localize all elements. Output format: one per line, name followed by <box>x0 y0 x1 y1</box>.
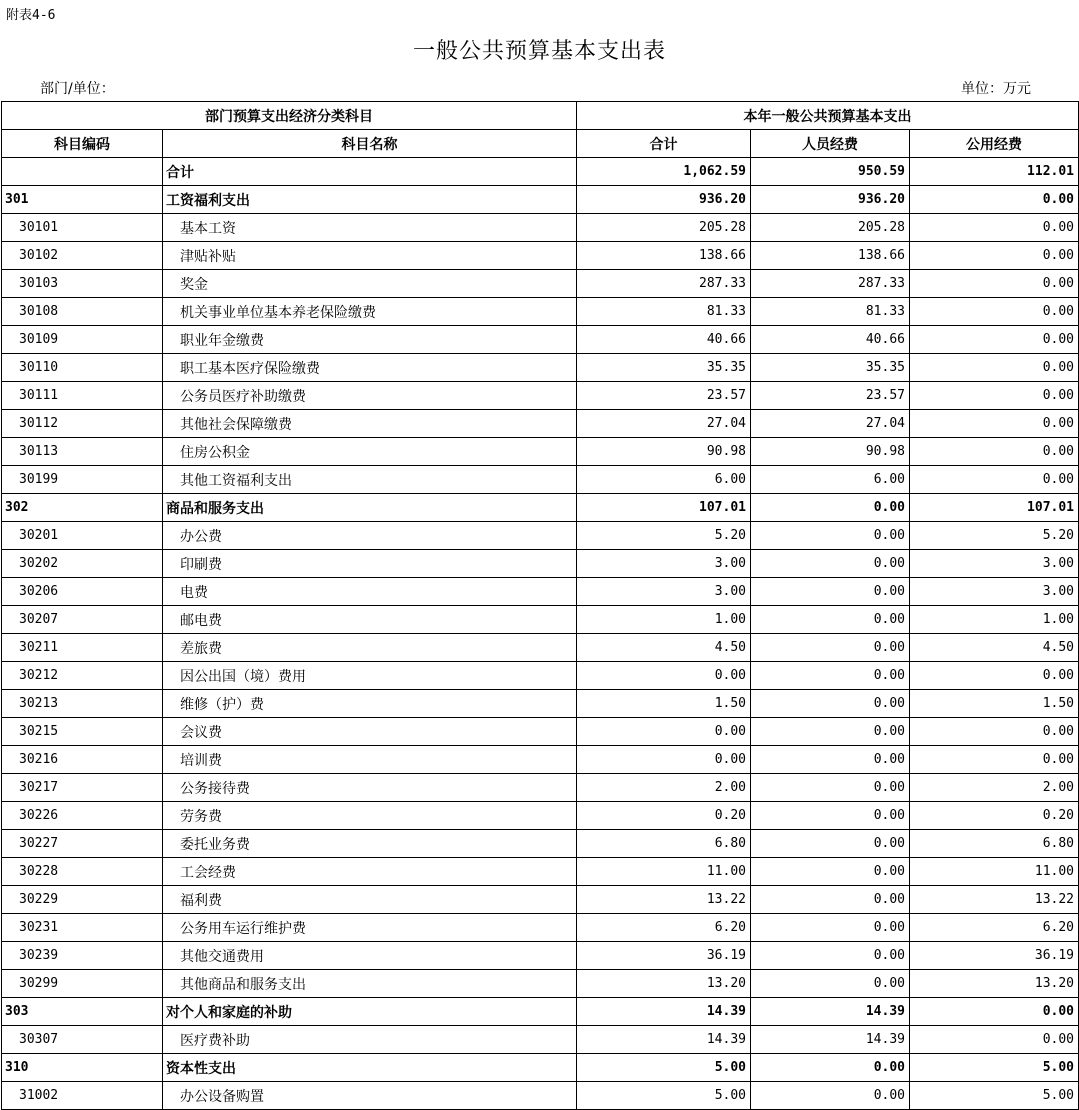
cell-code: 30109 <box>2 326 163 354</box>
table-row <box>2 886 1079 914</box>
cell-personnel: 0.00 <box>751 522 910 550</box>
table-row <box>2 970 1079 998</box>
cell-name: 其他交通费用 <box>163 942 577 970</box>
cell-public: 2.00 <box>910 774 1079 802</box>
cell-personnel: 0.00 <box>751 718 910 746</box>
cell-public: 112.01 <box>910 158 1079 186</box>
cell-name: 公务接待费 <box>163 774 577 802</box>
cell-public: 6.80 <box>910 830 1079 858</box>
cell-name: 福利费 <box>163 886 577 914</box>
cell-personnel: 0.00 <box>751 942 910 970</box>
cell-code: 30110 <box>2 354 163 382</box>
cell-total: 36.19 <box>577 942 751 970</box>
table-row <box>2 242 1079 270</box>
table-row <box>2 1054 1079 1082</box>
cell-public: 0.00 <box>910 186 1079 214</box>
cell-personnel: 0.00 <box>751 774 910 802</box>
table-row <box>2 606 1079 634</box>
cell-personnel: 35.35 <box>751 354 910 382</box>
table-row <box>2 830 1079 858</box>
header-column-row <box>2 130 1079 158</box>
cell-name: 邮电费 <box>163 606 577 634</box>
budget-table <box>1 101 1079 1110</box>
cell-code: 30226 <box>2 802 163 830</box>
cell-name: 工资福利支出 <box>163 186 577 214</box>
cell-personnel: 14.39 <box>751 998 910 1026</box>
table-row <box>2 1026 1079 1054</box>
cell-code: 30217 <box>2 774 163 802</box>
cell-personnel: 0.00 <box>751 886 910 914</box>
cell-total: 138.66 <box>577 242 751 270</box>
cell-personnel: 40.66 <box>751 326 910 354</box>
cell-personnel: 138.66 <box>751 242 910 270</box>
header-public: 公用经费 <box>910 130 1079 158</box>
cell-personnel: 0.00 <box>751 1082 910 1110</box>
cell-total: 0.00 <box>577 746 751 774</box>
cell-personnel: 90.98 <box>751 438 910 466</box>
cell-name: 办公费 <box>163 522 577 550</box>
cell-public: 0.00 <box>910 998 1079 1026</box>
cell-personnel: 0.00 <box>751 634 910 662</box>
cell-code: 310 <box>2 1054 163 1082</box>
cell-personnel: 0.00 <box>751 578 910 606</box>
cell-name: 工会经费 <box>163 858 577 886</box>
cell-total: 4.50 <box>577 634 751 662</box>
table-row <box>2 578 1079 606</box>
cell-public: 13.20 <box>910 970 1079 998</box>
cell-total: 1.00 <box>577 606 751 634</box>
cell-total: 5.20 <box>577 522 751 550</box>
cell-public: 6.20 <box>910 914 1079 942</box>
cell-code: 30199 <box>2 466 163 494</box>
cell-public: 36.19 <box>910 942 1079 970</box>
cell-personnel: 23.57 <box>751 382 910 410</box>
cell-total: 936.20 <box>577 186 751 214</box>
table-row <box>2 494 1079 522</box>
unit-label: 单位：万元 <box>961 81 1031 97</box>
cell-personnel: 287.33 <box>751 270 910 298</box>
cell-public: 0.00 <box>910 382 1079 410</box>
cell-code: 31002 <box>2 1082 163 1110</box>
cell-personnel: 0.00 <box>751 746 910 774</box>
cell-personnel: 0.00 <box>751 970 910 998</box>
cell-code: 30228 <box>2 858 163 886</box>
cell-name: 其他商品和服务支出 <box>163 970 577 998</box>
cell-personnel: 0.00 <box>751 606 910 634</box>
cell-public: 0.00 <box>910 746 1079 774</box>
cell-code: 30111 <box>2 382 163 410</box>
table-row <box>2 774 1079 802</box>
cell-personnel: 0.00 <box>751 690 910 718</box>
cell-name: 维修（护）费 <box>163 690 577 718</box>
cell-personnel: 0.00 <box>751 802 910 830</box>
cell-personnel: 0.00 <box>751 858 910 886</box>
cell-public: 4.50 <box>910 634 1079 662</box>
cell-personnel: 0.00 <box>751 662 910 690</box>
cell-total: 14.39 <box>577 998 751 1026</box>
cell-name: 商品和服务支出 <box>163 494 577 522</box>
cell-name: 基本工资 <box>163 214 577 242</box>
table-row <box>2 942 1079 970</box>
cell-public: 3.00 <box>910 550 1079 578</box>
cell-name: 劳务费 <box>163 802 577 830</box>
cell-code: 30307 <box>2 1026 163 1054</box>
cell-name: 其他工资福利支出 <box>163 466 577 494</box>
cell-name: 委托业务费 <box>163 830 577 858</box>
cell-total: 6.00 <box>577 466 751 494</box>
cell-code: 30206 <box>2 578 163 606</box>
cell-total: 23.57 <box>577 382 751 410</box>
cell-name: 医疗费补助 <box>163 1026 577 1054</box>
cell-total: 3.00 <box>577 550 751 578</box>
cell-name: 公务用车运行维护费 <box>163 914 577 942</box>
cell-code: 302 <box>2 494 163 522</box>
cell-code: 30216 <box>2 746 163 774</box>
cell-name: 合计 <box>163 158 577 186</box>
cell-public: 107.01 <box>910 494 1079 522</box>
cell-public: 0.00 <box>910 466 1079 494</box>
header-economic-classification: 部门预算支出经济分类科目 <box>2 102 577 130</box>
cell-personnel: 0.00 <box>751 830 910 858</box>
cell-total: 81.33 <box>577 298 751 326</box>
cell-public: 0.00 <box>910 410 1079 438</box>
table-row <box>2 410 1079 438</box>
cell-code: 30113 <box>2 438 163 466</box>
cell-public: 0.00 <box>910 214 1079 242</box>
table-row <box>2 634 1079 662</box>
cell-code: 30108 <box>2 298 163 326</box>
table-row <box>2 298 1079 326</box>
table-row <box>2 746 1079 774</box>
cell-public: 0.00 <box>910 270 1079 298</box>
cell-code: 30213 <box>2 690 163 718</box>
cell-code: 30229 <box>2 886 163 914</box>
form-number: 附表4-6 <box>6 8 56 23</box>
cell-personnel: 0.00 <box>751 550 910 578</box>
cell-total: 1.50 <box>577 690 751 718</box>
header-personnel: 人员经费 <box>751 130 910 158</box>
cell-code: 30103 <box>2 270 163 298</box>
cell-total: 2.00 <box>577 774 751 802</box>
cell-code: 30299 <box>2 970 163 998</box>
table-row <box>2 1082 1079 1110</box>
table-row <box>2 718 1079 746</box>
cell-total: 6.80 <box>577 830 751 858</box>
cell-code: 30211 <box>2 634 163 662</box>
cell-total: 27.04 <box>577 410 751 438</box>
cell-total: 3.00 <box>577 578 751 606</box>
cell-public: 1.00 <box>910 606 1079 634</box>
table-row <box>2 270 1079 298</box>
cell-public: 11.00 <box>910 858 1079 886</box>
cell-public: 0.00 <box>910 718 1079 746</box>
cell-public: 0.20 <box>910 802 1079 830</box>
cell-total: 6.20 <box>577 914 751 942</box>
cell-name: 其他社会保障缴费 <box>163 410 577 438</box>
cell-total: 0.20 <box>577 802 751 830</box>
cell-total: 13.22 <box>577 886 751 914</box>
cell-total: 0.00 <box>577 718 751 746</box>
cell-total: 13.20 <box>577 970 751 998</box>
cell-code: 30102 <box>2 242 163 270</box>
cell-total: 205.28 <box>577 214 751 242</box>
header-name: 科目名称 <box>163 130 577 158</box>
table-row <box>2 382 1079 410</box>
cell-total: 107.01 <box>577 494 751 522</box>
table-row <box>2 550 1079 578</box>
cell-name: 印刷费 <box>163 550 577 578</box>
cell-public: 5.00 <box>910 1082 1079 1110</box>
cell-code: 30112 <box>2 410 163 438</box>
cell-name: 对个人和家庭的补助 <box>163 998 577 1026</box>
cell-total: 0.00 <box>577 662 751 690</box>
cell-name: 奖金 <box>163 270 577 298</box>
table-row <box>2 802 1079 830</box>
cell-code: 30207 <box>2 606 163 634</box>
cell-code: 30239 <box>2 942 163 970</box>
cell-personnel: 950.59 <box>751 158 910 186</box>
cell-code: 30215 <box>2 718 163 746</box>
cell-personnel: 14.39 <box>751 1026 910 1054</box>
cell-total: 35.35 <box>577 354 751 382</box>
cell-name: 公务员医疗补助缴费 <box>163 382 577 410</box>
cell-public: 3.00 <box>910 578 1079 606</box>
cell-code: 30231 <box>2 914 163 942</box>
cell-personnel: 205.28 <box>751 214 910 242</box>
cell-code: 30201 <box>2 522 163 550</box>
table-row <box>2 158 1079 186</box>
header-total: 合计 <box>577 130 751 158</box>
table-row <box>2 998 1079 1026</box>
cell-personnel: 936.20 <box>751 186 910 214</box>
cell-personnel: 6.00 <box>751 466 910 494</box>
cell-code: 30101 <box>2 214 163 242</box>
cell-total: 14.39 <box>577 1026 751 1054</box>
table-row <box>2 858 1079 886</box>
cell-code: 30212 <box>2 662 163 690</box>
cell-name: 培训费 <box>163 746 577 774</box>
page-title: 一般公共预算基本支出表 <box>412 39 666 64</box>
table-row <box>2 662 1079 690</box>
cell-code: 301 <box>2 186 163 214</box>
cell-public: 0.00 <box>910 438 1079 466</box>
cell-public: 0.00 <box>910 662 1079 690</box>
table-row <box>2 354 1079 382</box>
cell-total: 1,062.59 <box>577 158 751 186</box>
table-row <box>2 466 1079 494</box>
cell-public: 5.00 <box>910 1054 1079 1082</box>
cell-public: 13.22 <box>910 886 1079 914</box>
cell-name: 职工基本医疗保险缴费 <box>163 354 577 382</box>
cell-total: 5.00 <box>577 1082 751 1110</box>
cell-name: 住房公积金 <box>163 438 577 466</box>
table-row <box>2 186 1079 214</box>
department-label: 部门/单位： <box>40 81 115 97</box>
cell-personnel: 81.33 <box>751 298 910 326</box>
cell-public: 0.00 <box>910 1026 1079 1054</box>
cell-public: 0.00 <box>910 298 1079 326</box>
cell-code: 30227 <box>2 830 163 858</box>
cell-total: 90.98 <box>577 438 751 466</box>
cell-personnel: 27.04 <box>751 410 910 438</box>
header-basic-expenditure: 本年一般公共预算基本支出 <box>577 102 1079 130</box>
table-row <box>2 214 1079 242</box>
cell-personnel: 0.00 <box>751 1054 910 1082</box>
cell-public: 0.00 <box>910 354 1079 382</box>
cell-public: 1.50 <box>910 690 1079 718</box>
cell-name: 会议费 <box>163 718 577 746</box>
table-row <box>2 438 1079 466</box>
cell-name: 因公出国（境）费用 <box>163 662 577 690</box>
cell-public: 0.00 <box>910 326 1079 354</box>
table-row <box>2 690 1079 718</box>
cell-code: 30202 <box>2 550 163 578</box>
cell-name: 机关事业单位基本养老保险缴费 <box>163 298 577 326</box>
cell-code <box>2 158 163 186</box>
cell-total: 287.33 <box>577 270 751 298</box>
cell-public: 0.00 <box>910 242 1079 270</box>
cell-name: 职业年金缴费 <box>163 326 577 354</box>
cell-total: 11.00 <box>577 858 751 886</box>
cell-name: 电费 <box>163 578 577 606</box>
cell-public: 5.20 <box>910 522 1079 550</box>
cell-personnel: 0.00 <box>751 494 910 522</box>
table-row <box>2 326 1079 354</box>
cell-name: 津贴补贴 <box>163 242 577 270</box>
cell-personnel: 0.00 <box>751 914 910 942</box>
header-code: 科目编码 <box>2 130 163 158</box>
cell-code: 303 <box>2 998 163 1026</box>
cell-name: 资本性支出 <box>163 1054 577 1082</box>
cell-total: 40.66 <box>577 326 751 354</box>
table-row <box>2 914 1079 942</box>
header-group-row <box>2 102 1079 130</box>
cell-name: 办公设备购置 <box>163 1082 577 1110</box>
cell-name: 差旅费 <box>163 634 577 662</box>
table-row <box>2 522 1079 550</box>
cell-total: 5.00 <box>577 1054 751 1082</box>
